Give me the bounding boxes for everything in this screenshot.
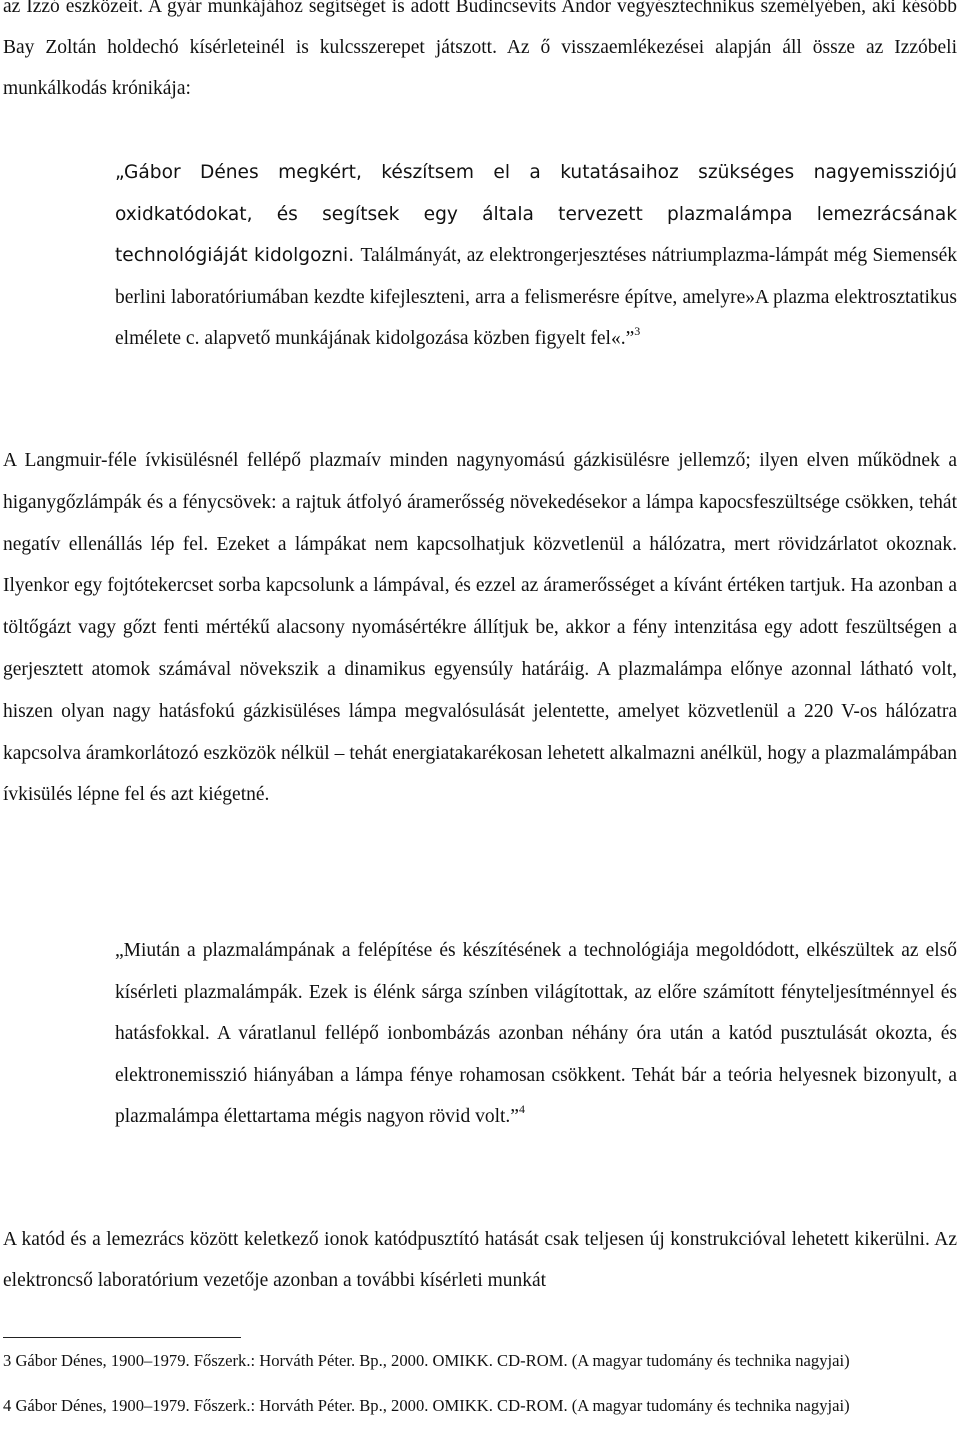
footnote-3: 3 Gábor Dénes, 1900–1979. Főszerk.: Horváth Péter. Bp., 2000. OMIKK. CD-ROM. (A magyar tudomány és technika nagyjai): [3, 1351, 850, 1370]
quote-block-1: [115, 152, 957, 360]
body-paragraph-2: A Langmuir-féle ívkisülésnél fellépő plazmaív minden nagynyomású gázkisülésre jellemző; ilyen elven működnek a higanygőzlámpák és a fénycsövek: a rajtuk átfolyó áramerősség növekedésekor a lámpa kapocsfeszültsége csökken, tehát negatív ellenállás lép fel. Ezeket a lámpákat nem kapcsolhatjuk közvetlenül a hálózatra, mert rövidzárlatot okoznak. Ilyenkor egy fojtótekercset sorba kapcsolunk a lámpával, és ezzel az áramerősséget a kívánt értéken tartjuk. Ha azonban a töltőgázt vagy gőzt fenti mértékű alacsony nyomásértékre állítjuk be, akkor a fény intenzitása egy adott feszültségen a gerjesztett atomok számával növekszik a dinamikus egyensúly határáig. A plazmalámpa előnye azonnal látható volt, hiszen olyan nagy hatásfokú gázkisüléses lámpa megvalósulását jelentette, amelyet közvetlenül a 220 V-os hálózatra kapcsolva áramkorlátozó eszközök nélkül – tehát energiatakarékosan lehetett alkalmazni anélkül, hogy a plazmalámpában ívkisülés lépne fel és azt kiégetné.: [3, 450, 957, 806]
quote-2-text-b: Ezek is élénk sárga színben világítottak, az előre számított fényteljesítménnyel és hatásfokkal. A váratlanul fellépő ionbombázás azonban néhány óra után a katód pusztulását okozta, és elektronemisszió hiányában a lámpa fénye rohamosan csökkent. Tehát bár a teória helyesnek bizonyult, a plazmalámpa élettartama mégis nagyon rövid volt.”: [115, 981, 957, 1127]
footnote-4: 4 Gábor Dénes, 1900–1979. Főszerk.: Horváth Péter. Bp., 2000. OMIKK. CD-ROM. (A magyar tudomány és technika nagyjai): [3, 1396, 850, 1415]
footnote-separator: [3, 1337, 241, 1338]
footnote-ref-3: 3: [634, 324, 641, 338]
quote-1-text-b: Találmányát, az elektrongerjesztéses nátriumplazma-lámpát még Siemensék berlini laboratóriumában kezdte kifejleszteni, arra a felismerésre építve, amelyre»A plazma elektrosztatikus elmélete c. alapvető munkájának kidolgozása közben figyelt fel«.”: [115, 245, 957, 349]
footnote-ref-4: 4: [518, 1102, 525, 1116]
intro-paragraph: az Izzó eszközeit. A gyár munkájához segítséget is adott Budincsevits Andor vegyésztechnikus személyében, aki később Bay Zoltán holdechó kísérleteinél is kulcsszerepet játszott. Az ő visszaemlékezései alapján áll össze az Izzóbeli munkálkodás krónikája:: [3, 0, 957, 100]
quote-2-text-a: „Miután a plazmalámpának a felépítése és készítésének a technológiája megoldódott, elkészültek az első kísérleti plazmalámpák.: [115, 940, 957, 1003]
body-paragraph-3: A katód és a lemezrács között keletkező ionok katódpusztító hatását csak teljesen új konstrukcióval lehetett kikerülni. Az elektroncső laboratórium vezetője azonban a további kísérleti munkát: [3, 1229, 957, 1292]
quote-block-2: [115, 930, 957, 1138]
quote-1-text-a: „Gábor Dénes megkért, készítsem el a kutatásaihoz szükséges nagyemissziójú oxidkatódokat, és segítsek egy általa tervezett plazmalámpa lemezrácsának technológiáját kidolgozni.: [115, 162, 957, 266]
